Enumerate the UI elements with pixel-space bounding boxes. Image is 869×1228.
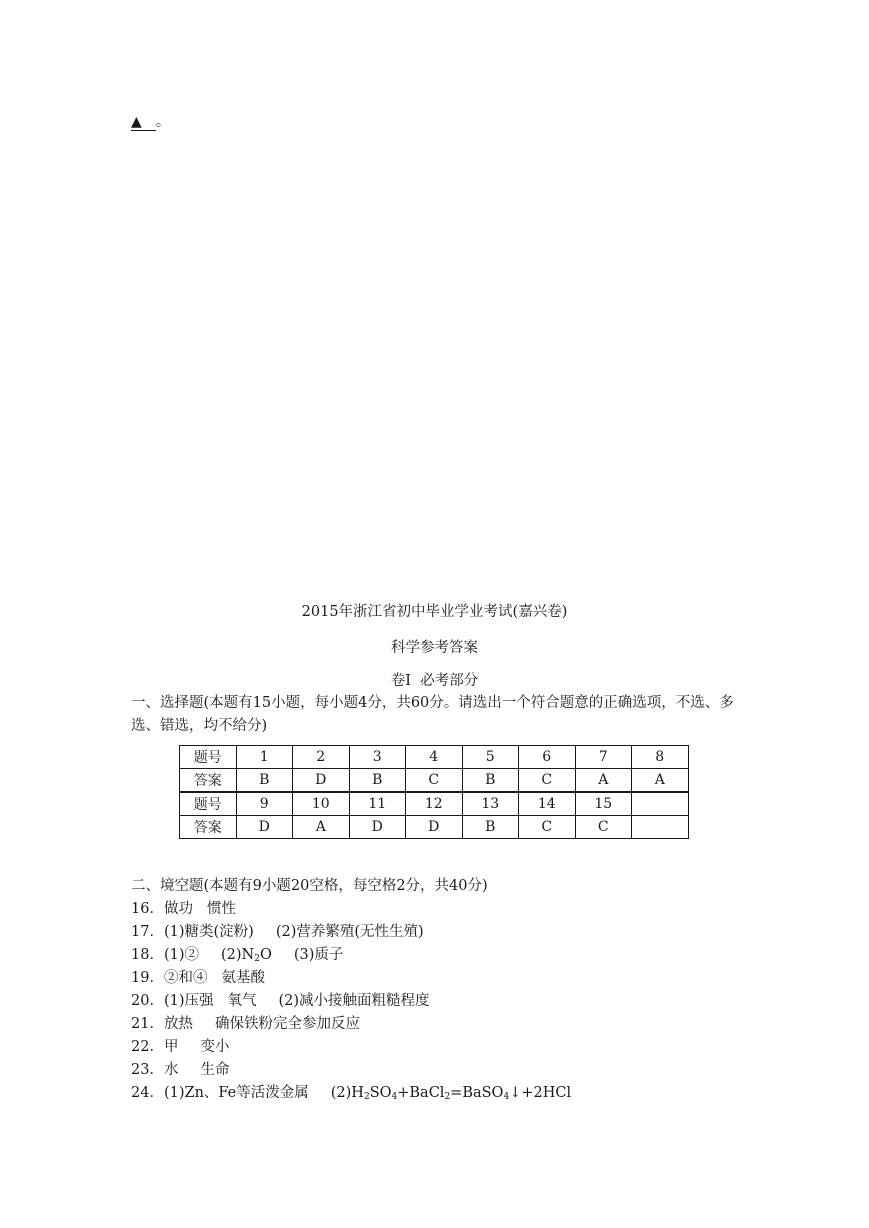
- question-number: 21．: [131, 1016, 164, 1032]
- answer-part: 做功: [163, 901, 193, 917]
- table-cell: B: [462, 769, 519, 793]
- answer-part: 确保铁粉完全参加反应: [214, 1016, 360, 1032]
- answer-table: [179, 745, 689, 839]
- table-cell: 14: [519, 792, 576, 816]
- answer-line-16: [131, 897, 236, 918]
- answer-part: 变小: [200, 1039, 230, 1055]
- equation-part: SO: [369, 1085, 392, 1101]
- answer-part: (3)质子: [293, 947, 344, 963]
- equation-part: +BaCl: [397, 1085, 445, 1101]
- answer-part: (2)营养繁殖(无性生殖): [275, 924, 424, 940]
- table-cell: 9: [236, 792, 293, 816]
- answer-line-20: [131, 989, 430, 1010]
- subscript: 4: [503, 1092, 510, 1102]
- answer-part: (1)②: [163, 947, 199, 963]
- question-number: 22．: [131, 1039, 164, 1055]
- table-cell: 7: [575, 746, 632, 769]
- table-cell: 2: [293, 746, 350, 769]
- table-cell: 15: [575, 792, 632, 816]
- table-row: [180, 792, 689, 816]
- table-cell: 答案: [180, 816, 237, 839]
- answer-part: (1)糖类(淀粉): [163, 924, 254, 940]
- answer-line-21: [131, 1012, 360, 1033]
- table-cell: 12: [406, 792, 463, 816]
- part-heading: 卷Ⅰ 必考部分: [390, 673, 479, 689]
- question-number: 19．: [131, 970, 164, 986]
- table-cell: 10: [293, 792, 350, 816]
- subscript: 2: [363, 1092, 370, 1102]
- answer-line-22: [131, 1035, 229, 1056]
- question-number: 17．: [131, 924, 164, 940]
- page-subtitle: 科学参考答案: [391, 640, 478, 656]
- table-cell: [632, 792, 689, 816]
- table-cell: 5: [462, 746, 519, 769]
- answer-part: 惯性: [206, 901, 236, 917]
- answer-line-19: [131, 966, 265, 987]
- answer-part: 氨基酸: [221, 970, 265, 986]
- table-cell: C: [519, 816, 576, 839]
- table-cell: A: [293, 816, 350, 839]
- answer-part: 氧气: [227, 993, 257, 1009]
- subscript: 4: [391, 1092, 398, 1102]
- equation-part: ↓+2HCl: [509, 1085, 572, 1101]
- table-cell: 4: [406, 746, 463, 769]
- equation-part: =BaSO: [450, 1085, 504, 1101]
- question-number: 16．: [131, 901, 164, 917]
- equation-part: (2)H: [330, 1085, 364, 1101]
- answer-part: ②和④: [163, 970, 208, 986]
- answer-part: (2)减小接触面粗糙程度: [278, 993, 430, 1009]
- question-number: 24．: [131, 1085, 164, 1101]
- answer-line-17: [131, 920, 424, 941]
- table-cell: C: [575, 816, 632, 839]
- question-number: 18．: [131, 947, 164, 963]
- section1-heading: 一、选择题(本题有15小题，每小题4分，共60分。请选出一个符合题意的正确选项，不选、多选、错选，均不给分): [131, 695, 734, 734]
- table-cell: 11: [349, 792, 406, 816]
- answer-line-24: [131, 1081, 571, 1102]
- table-row: [180, 746, 689, 769]
- table-cell: B: [462, 816, 519, 839]
- table-cell: A: [575, 769, 632, 793]
- section2-heading: 二、境空题(本题有9小题20空格，每空格2分，共40分): [131, 878, 488, 894]
- table-cell: 题号: [180, 792, 237, 816]
- table-cell: D: [236, 816, 293, 839]
- answer-part: (1)Zn、Fe等活泼金属: [163, 1085, 309, 1101]
- table-cell: 8: [632, 746, 689, 769]
- table-cell: [632, 816, 689, 839]
- answer-part: 生命: [200, 1062, 230, 1078]
- answer-placeholder-marker: [131, 110, 170, 131]
- answer-line-18: [131, 943, 343, 964]
- table-cell: 6: [519, 746, 576, 769]
- page-title: 2015年浙江省初中毕业学业考试(嘉兴卷): [301, 604, 568, 620]
- question-number: 23．: [131, 1062, 164, 1078]
- answer-part: O: [259, 947, 272, 963]
- subscript: 2: [254, 954, 260, 964]
- answer-part: (2)N: [221, 947, 255, 963]
- table-cell: 答案: [180, 769, 237, 793]
- table-cell: D: [349, 816, 406, 839]
- answer-part: 放热: [163, 1016, 193, 1032]
- answer-part: 水: [163, 1062, 179, 1078]
- table-cell: 13: [462, 792, 519, 816]
- answer-line-23: [131, 1058, 229, 1079]
- table-cell: D: [293, 769, 350, 793]
- marker-punct: 。: [155, 114, 171, 130]
- table-row: [180, 769, 689, 793]
- subscript: 2: [444, 1092, 451, 1102]
- triangle-icon: ▲: [131, 114, 156, 131]
- answer-part: (1)压强: [163, 993, 214, 1009]
- table-cell: 3: [349, 746, 406, 769]
- table-cell: C: [406, 769, 463, 793]
- table-cell: B: [349, 769, 406, 793]
- table-cell: B: [236, 769, 293, 793]
- table-cell: C: [519, 769, 576, 793]
- question-number: 20．: [131, 993, 164, 1009]
- table-row: [180, 816, 689, 839]
- answer-part: 甲: [163, 1039, 179, 1055]
- table-cell: 1: [236, 746, 293, 769]
- table-cell: A: [632, 769, 689, 793]
- table-cell: 题号: [180, 746, 237, 769]
- table-cell: D: [406, 816, 463, 839]
